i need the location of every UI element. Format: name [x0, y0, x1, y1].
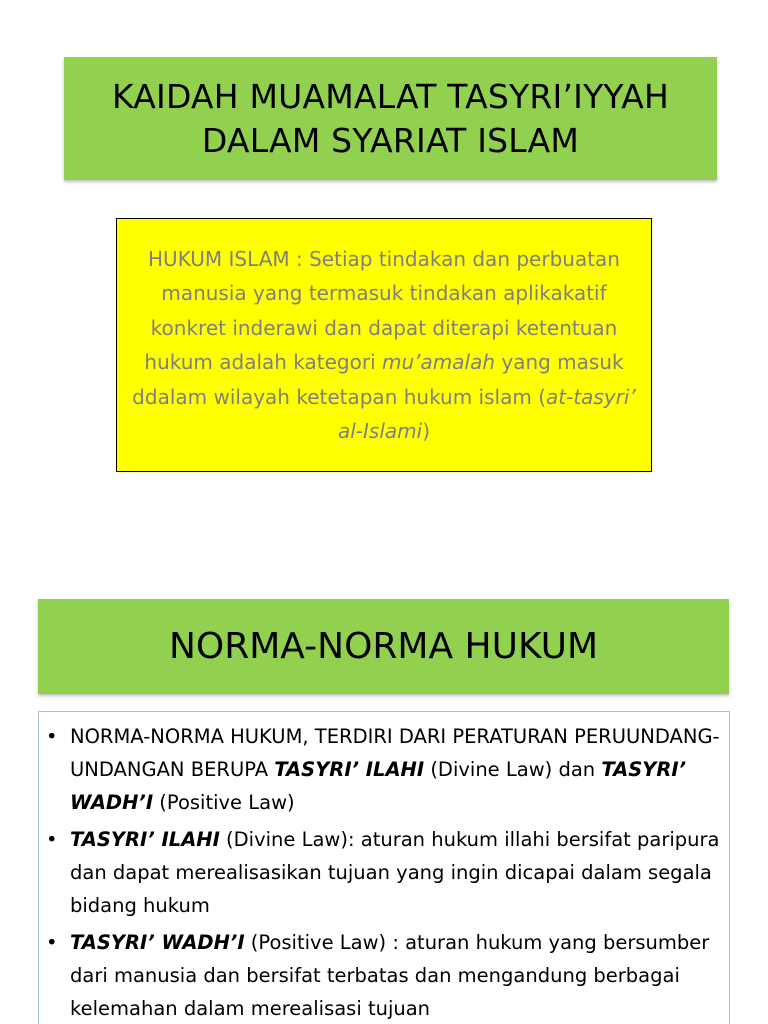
bullet-item-tasyri-wadhi	[39, 926, 729, 1024]
bullet-dot-icon: •	[46, 931, 58, 954]
slide2-title: NORMA-NORMA HUKUM	[168, 626, 599, 667]
bullet2-text1: (Divine Law): aturan hukum illahi bersifat paripura dan dapat merealisasikan tujuan yang ingin dicapai dalam segala bidang hukum	[70, 828, 720, 917]
slide1-title-line2: DALAM SYARIAT ISLAM	[201, 120, 580, 160]
bullet1-bold1: TASYRI’ ILAHI	[274, 758, 425, 781]
definition-term-at-tasyri: at-tasyri’ al-Islami	[337, 384, 636, 443]
definition-text	[131, 242, 637, 449]
bullet-item-tasyri-ilahi	[39, 823, 729, 922]
definition-part1: HUKUM ISLAM : Setiap tindakan dan perbuatan manusia yang termasuk tindakan aplikakatif konkret inderawi dan dapat diterapi ketentuan hukum adalah kategori	[144, 246, 620, 374]
slide2-content-box	[38, 711, 730, 1024]
definition-box	[116, 218, 652, 472]
bullet1-text2: (Divine Law) dan	[424, 758, 602, 781]
bullet-dot-icon: •	[46, 725, 58, 748]
bullet-item-norma	[39, 720, 729, 819]
bullet3-text1: (Positive Law) : aturan hukum yang bersumber dari manusia dan bersifat terbatas dan mengandung berbagai kelemahan dalam merealisasi tujuan	[70, 931, 710, 1020]
slide1-title-line1: KAIDAH MUAMALAT TASYRI’IYYAH	[111, 76, 670, 116]
bullet-dot-icon: •	[46, 828, 58, 851]
bullet1-text3: (Positive Law)	[153, 791, 295, 814]
definition-term-muamalah: mu’amalah	[382, 350, 495, 374]
definition-part3: )	[422, 419, 430, 443]
bullet3-bold1: TASYRI’ WADH’I	[70, 931, 245, 954]
slide1-title-banner	[64, 57, 717, 180]
bullet1-bold2: TASYRI’ WADH’I	[70, 758, 687, 814]
slide1-title	[112, 75, 669, 163]
bullet2-bold1: TASYRI’ ILAHI	[70, 828, 220, 851]
definition-part2: yang masuk ddalam wilayah ketetapan hukum islam (	[132, 350, 624, 409]
bullet1-text1: NORMA-NORMA HUKUM, TERDIRI DARI PERATURAN PERUUNDANG-UNDANGAN BERUPA	[70, 725, 720, 781]
slide2-title-banner	[38, 599, 729, 694]
bullet-list	[39, 712, 729, 1024]
